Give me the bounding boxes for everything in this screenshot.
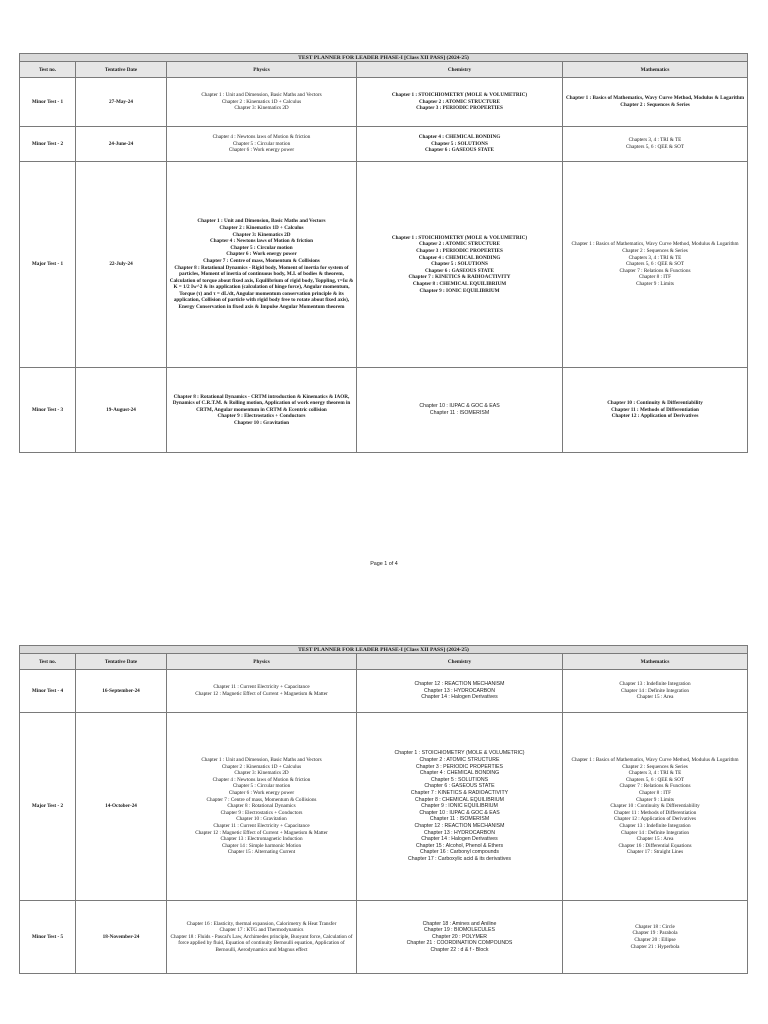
chapter-line: Chapter 14 : Definite Integration xyxy=(621,829,690,836)
chapter-line: Chapter 2 : Kinematics 1D + Calculus xyxy=(219,224,304,231)
chapter-line: Chapter 15 : Alcohol, Phenol & Ethers xyxy=(415,842,504,849)
chapter-line: Chapter 9 : IONIC EQUILIBRIUM xyxy=(421,803,498,810)
chapter-line: Chapter 13 : HYDROCARBON xyxy=(424,829,495,836)
chapter-line: Chapters 5, 6 : QEE & SOT xyxy=(625,776,685,783)
test-name: Major Test - 2 xyxy=(20,713,76,901)
test-name: Minor Test - 1 xyxy=(20,78,76,127)
chapter-line: Chapter 9 : Electrostatics + Conductors xyxy=(220,809,303,816)
planner-table xyxy=(19,53,748,453)
col-header-test-no: Test no. xyxy=(20,62,76,78)
chapter-line: Chapter 6 : GASEOUS STATE xyxy=(424,783,495,790)
mathematics-cell xyxy=(563,127,748,162)
chapter-line: Chapter 7 : KINETICS & RADIOACTIVITY xyxy=(410,790,509,797)
col-header-physics: Physics xyxy=(167,62,357,78)
chapter-line: Chapter 1 : Unit and Dimension, Basic Maths and Vectors xyxy=(201,92,322,99)
test-name: Minor Test - 4 xyxy=(20,670,76,713)
physics-cell xyxy=(167,368,357,453)
chapter-line: Chapter 8 : ITF xyxy=(638,274,672,281)
chapter-line: Chapter 4 : CHEMICAL BONDING xyxy=(419,770,500,777)
table-row xyxy=(20,713,748,901)
chapter-line: Chapter 16 : Carbonyl compounds xyxy=(419,849,499,856)
mathematics-cell xyxy=(563,368,748,453)
col-header-date: Tentative Date xyxy=(76,62,167,78)
chapter-line: Chapter 13 : Indefinite Integration xyxy=(619,681,691,688)
chapter-line: Chapter 15 : Area xyxy=(636,694,674,701)
chapter-line: Chapters 3, 4 : TRI & TE xyxy=(628,254,682,261)
test-date: 24-June-24 xyxy=(76,127,167,162)
chapter-line: Chapter 1 : Basics of Mathematics, Wavy Curve Method, Modulus & Logarithm xyxy=(565,95,745,102)
col-header-date: Tentative Date xyxy=(76,654,167,670)
chapter-line: Chapter 4 : Newtons laws of Motion & friction xyxy=(212,776,311,783)
chapter-line: Chapter 4 : CHEMICAL BONDING xyxy=(418,254,501,261)
chapter-line: Chapter 10 : IUPAC & GOC & EAS xyxy=(419,809,500,816)
chapter-line: Chapter 5 : Circular motion xyxy=(232,140,291,147)
chapter-line: Chapter 18 : Fluids - Pascal's Law, Archimedes principle, Buoyant force, Calculation of force applied by fluid, Equation of continuity Bernoulli equation, Application of Bernoulli, Aerodynamics and Magnus effect xyxy=(170,933,353,953)
planner-table xyxy=(19,645,748,974)
test-name: Minor Test - 3 xyxy=(20,368,76,453)
test-date: 14-October-24 xyxy=(76,713,167,901)
physics-cell xyxy=(167,162,357,368)
mathematics-cell xyxy=(563,78,748,127)
table-row xyxy=(20,162,748,368)
chapter-line: Chapter 6 : Work energy power xyxy=(226,251,297,258)
chapter-line: Chapter 2 : ATOMIC STRUCTURE xyxy=(419,98,500,105)
chapter-line: Chapter 20 : Ellipse xyxy=(634,937,676,943)
table-row xyxy=(20,670,748,713)
col-header-chemistry: Chemistry xyxy=(357,62,563,78)
chapter-line: Chapter 21 : Hyperbola xyxy=(630,943,680,950)
chapter-line: Chapter 3: Kinematics 2D xyxy=(234,770,289,777)
physics-cell xyxy=(167,127,357,162)
chapter-line: Chapter 14 : Halogen Derivatives xyxy=(421,836,498,843)
chapter-line: Chapter 3: Kinematics 2D xyxy=(234,105,289,112)
chapter-line: Chapter 11 : ISOMERISM xyxy=(429,816,490,823)
chemistry-cell xyxy=(357,670,563,713)
planner-page-1 xyxy=(19,53,747,453)
physics-cell xyxy=(167,78,357,127)
table-row xyxy=(20,127,748,162)
chapter-line: Chapter 10 : IUPAC & GOC & EAS xyxy=(419,403,500,410)
chapter-line: Chapter 6 : GASEOUS STATE xyxy=(425,267,494,274)
test-name: Minor Test - 5 xyxy=(20,901,76,974)
mathematics-cell xyxy=(563,901,748,974)
physics-cell xyxy=(167,901,357,974)
table-title: TEST PLANNER FOR LEADER PHASE-I [Class XII PASS] (2024-25) xyxy=(20,54,748,62)
test-date: 27-May-24 xyxy=(76,78,167,127)
mathematics-cell xyxy=(563,670,748,713)
chapter-line: Chapter 8 : Rotational Dynamics - CRTM introduction & Kinematics & IAOR, Dynamics of C.R.T.M. & Rolling motion, Application of work energy theorem in CRTM, Angular momentum in CRTM & Ecentric collision xyxy=(172,393,351,413)
chapter-line: Chapter 22 : d & f - Block xyxy=(430,946,489,953)
chapter-line: Chapter 2 : Kinematics 1D + Calculus xyxy=(221,98,302,105)
chapter-line: Chapter 19 : BIOMOLECULES xyxy=(424,927,495,934)
chapter-line: Chapter 12 : Magnetic Effect of Current + Magnetism & Matter xyxy=(195,691,328,697)
chapter-line: Chapter 7 : Centre of mass, Momentum & Collisions xyxy=(203,257,320,264)
chapter-line: Chapter 13 : Electromagnetic Induction xyxy=(220,836,303,843)
physics-cell xyxy=(167,670,357,713)
chapter-line: Chapter 13 : HYDROCARBON xyxy=(424,687,495,694)
test-name: Minor Test - 2 xyxy=(20,127,76,162)
table-row xyxy=(20,901,748,974)
chemistry-cell xyxy=(357,901,563,974)
chapter-line: Chapter 1 : STOICHIOMETRY (MOLE & VOLUMETRIC) xyxy=(391,234,528,241)
col-header-mathematics: Mathematics xyxy=(563,654,748,670)
chapter-line: Chapter 3 : PERIODIC PROPERTIES xyxy=(416,248,503,255)
chapter-line: Chapter 1 : Unit and Dimension, Basic Maths and Vectors xyxy=(197,218,326,225)
chapter-line: Chapter 13 : Indefinite Integration xyxy=(619,822,691,829)
chapter-line: Chapter 2 : ATOMIC STRUCTURE xyxy=(419,241,500,248)
chapter-line: Chapter 9 : Limits xyxy=(636,796,674,803)
chapter-line: Chapter 1 : STOICHIOMETRY (MOLE & VOLUMETRIC) xyxy=(391,92,528,99)
chapter-line: Chapter 8 : Rotational Dynamics xyxy=(227,803,296,810)
chapter-line: Chapter 11 : Methods of Differentiation xyxy=(611,406,699,413)
chapter-line: Chapter 7 : Centre of mass, Momentum & Collisions xyxy=(206,796,317,803)
chapter-line: Chapter 20 : POLYMER xyxy=(432,933,487,940)
col-header-mathematics: Mathematics xyxy=(563,62,748,78)
chapter-line: Chapter 9 : IONIC EQUILIBRIUM xyxy=(419,287,500,294)
chapter-line: Chapter 3 : PERIODIC PROPERTIES xyxy=(416,763,503,770)
chapter-line: Chapter 11 : ISOMERISM xyxy=(429,410,490,416)
chapter-line: Chapter 9 : Limits xyxy=(636,280,674,287)
chapter-line: Chapter 7 : Relations & Functions xyxy=(619,267,691,274)
chapter-line: Chapters 5, 6 : QEE & SOT xyxy=(625,261,685,268)
chapter-line: Chapter 15 : Alternating Current xyxy=(227,849,296,856)
chemistry-cell xyxy=(357,162,563,368)
chapter-line: Chapter 8 : CHEMICAL EQUILIBRIUM xyxy=(412,280,507,287)
chapter-line: Chapter 6 : GASEOUS STATE xyxy=(425,147,494,154)
chapter-line: Chapter 3: Kinematics 2D xyxy=(232,231,291,238)
chapter-line: Chapter 14 : Definite Integration xyxy=(621,687,690,694)
chapter-line: Chapter 12 : REACTION MECHANISM xyxy=(414,681,505,688)
table-row xyxy=(20,368,748,453)
chapter-line: Chapter 2 : Sequences & Series xyxy=(622,248,688,255)
chapter-line: Chapter 8 : Rotational Dynamics - Rigid body, Moment of inertia for system of particles, Moment of inertia of continuous body, M.I. of bodies & theorem, Calculation of torque about fixed axis, Equilibrium of rigid body, Toppling, τ=Iα & K = 1/2 Iw^2 & its application (calculation of hinge force), Angular momentum, Torque (τ) and τ = dL/dt, Angular momentum conservation principle & its application, Collision of particle with rigid body free to rotate about fixed axis), Energy Conservation in fixed axis & Impulse Angular Momentum theorem xyxy=(169,264,354,311)
chapter-line: Chapter 1 : Basics of Mathematics, Wavy Curve Method, Modulus & Logarithm xyxy=(571,757,739,764)
chapter-line: Chapters 5, 6 : QEE & SOT xyxy=(625,144,685,150)
chapter-line: Chapter 6 : Work energy power xyxy=(228,790,295,797)
test-date: 16-September-24 xyxy=(76,670,167,713)
chapter-line: Chapter 1 : Basics of Mathematics, Wavy Curve Method, Modulus & Logarithm xyxy=(571,241,739,248)
chapter-line: Chapter 10 : Gravitation xyxy=(233,419,290,426)
chapter-line: Chapters 3, 4 : TRI & TE xyxy=(628,137,682,144)
chemistry-cell xyxy=(357,368,563,453)
chapter-line: Chapters 3, 4 : TRI & TE xyxy=(628,770,682,777)
mathematics-cell xyxy=(563,713,748,901)
chapter-line: Chapter 11 : Current Electricity + Capacitance xyxy=(213,822,310,829)
chapter-line: Chapter 18 : Circle xyxy=(635,923,675,930)
chapter-line: Chapter 10 : Continuity & Differentiability xyxy=(610,803,700,810)
chapter-line: Chapter 11 : Methods of Differentiation xyxy=(613,809,697,816)
chapter-line: Chapter 11 : Current Electricity + Capacitance xyxy=(213,684,310,691)
table-row xyxy=(20,78,748,127)
chapter-line: Chapter 16 : Differential Equations xyxy=(618,842,692,849)
chapter-line: Chapter 5 : Circular motion xyxy=(230,244,293,251)
chapter-line: Chapter 8 : ITF xyxy=(638,790,672,797)
chapter-line: Chapter 7 : Relations & Functions xyxy=(619,783,691,790)
test-date: 18-November-24 xyxy=(76,901,167,974)
chapter-line: Chapter 19 : Parabola xyxy=(632,930,678,937)
chapter-line: Chapter 16 : Elasticity, thermal expansion, Calorimetry & Heat Transfer xyxy=(186,920,337,927)
mathematics-cell xyxy=(563,162,748,368)
chapter-line: Chapter 10 : Continuity & Differentiability xyxy=(607,400,703,407)
chapter-line: Chapter 4 : CHEMICAL BONDING xyxy=(418,134,501,141)
chapter-line: Chapter 5 : SOLUTIONS xyxy=(431,140,488,147)
test-date: 19-August-24 xyxy=(76,368,167,453)
chapter-line: Chapter 8 : CHEMICAL EQUILIBRIUM xyxy=(415,796,504,803)
chapter-line: Chapter 2 : Sequences & Series xyxy=(622,763,688,770)
chapter-line: Chapter 17 : Carboxylic acid & its derivatives xyxy=(408,855,511,862)
chapter-line: Chapter 17 : Straight Lines xyxy=(626,849,684,856)
chapter-line: Chapter 1 : STOICHIOMETRY (MOLE & VOLUMETRIC) xyxy=(394,750,525,757)
chapter-line: Chapter 12 : REACTION MECHANISM xyxy=(414,822,505,829)
chapter-line: Chapter 5 : SOLUTIONS xyxy=(431,261,488,268)
col-header-chemistry: Chemistry xyxy=(357,654,563,670)
chapter-line: Chapter 5 : Circular motion xyxy=(232,783,291,790)
chemistry-cell xyxy=(357,127,563,162)
chapter-line: Chapter 15 : Area xyxy=(636,836,674,843)
chapter-line: Chapter 10 : Gravitation xyxy=(236,816,287,823)
chapter-line: Chapter 14 : Simple harmonic Motion xyxy=(221,842,302,849)
chapter-line: Chapter 6 : Work energy power xyxy=(228,147,295,154)
chapter-line: Chapter 17 : KTG and Thermodynamics xyxy=(219,927,304,934)
chapter-line: Chapter 4 : Newtons laws of Motion & friction xyxy=(209,238,314,245)
chapter-line: Chapter 12 : Application of Derivatives xyxy=(614,816,696,823)
chapter-line: Chapter 4 : Newtons laws of Motion & friction xyxy=(212,134,311,141)
chapter-line: Chapter 7 : KINETICS & RADIOACTIVITY xyxy=(408,274,511,281)
chapter-line: Chapter 21 : COORDINATION COMPOUNDS xyxy=(406,940,513,947)
chapter-line: Chapter 2 : Kinematics 1D + Calculus xyxy=(221,763,302,770)
chemistry-cell xyxy=(357,713,563,901)
chapter-line: Chapter 12 : Application of Derivatives xyxy=(611,413,699,420)
chapter-line: Chapter 1 : Unit and Dimension, Basic Maths and Vectors xyxy=(201,757,322,764)
col-header-physics: Physics xyxy=(167,654,357,670)
chapter-line: Chapter 2 : Sequences & Series xyxy=(620,102,690,108)
chapter-line: Chapter 18 : Amines and Aniline xyxy=(422,920,497,927)
planner-page-2 xyxy=(19,645,747,974)
chapter-line: Chapter 12 : Magnetic Effect of Current + Magnetism & Matter xyxy=(195,829,328,836)
table-title: TEST PLANNER FOR LEADER PHASE-I [Class XII PASS] (2024-25) xyxy=(20,646,748,654)
test-date: 22-July-24 xyxy=(76,162,167,368)
physics-cell xyxy=(167,713,357,901)
chapter-line: Chapter 9 : Electrostatics + Conductors xyxy=(217,413,306,420)
test-name: Major Test - 1 xyxy=(20,162,76,368)
chapter-line: Chapter 3 : PERIODIC PROPERTIES xyxy=(416,105,503,112)
page-footer: Page 1 of 4 xyxy=(370,561,398,567)
chapter-line: Chapter 14 : Halogen Derivatives xyxy=(421,694,498,701)
chapter-line: Chapter 5 : SOLUTIONS xyxy=(430,776,489,783)
chapter-line: Chapter 2 : ATOMIC STRUCTURE xyxy=(419,757,500,764)
col-header-test-no: Test no. xyxy=(20,654,76,670)
chemistry-cell xyxy=(357,78,563,127)
